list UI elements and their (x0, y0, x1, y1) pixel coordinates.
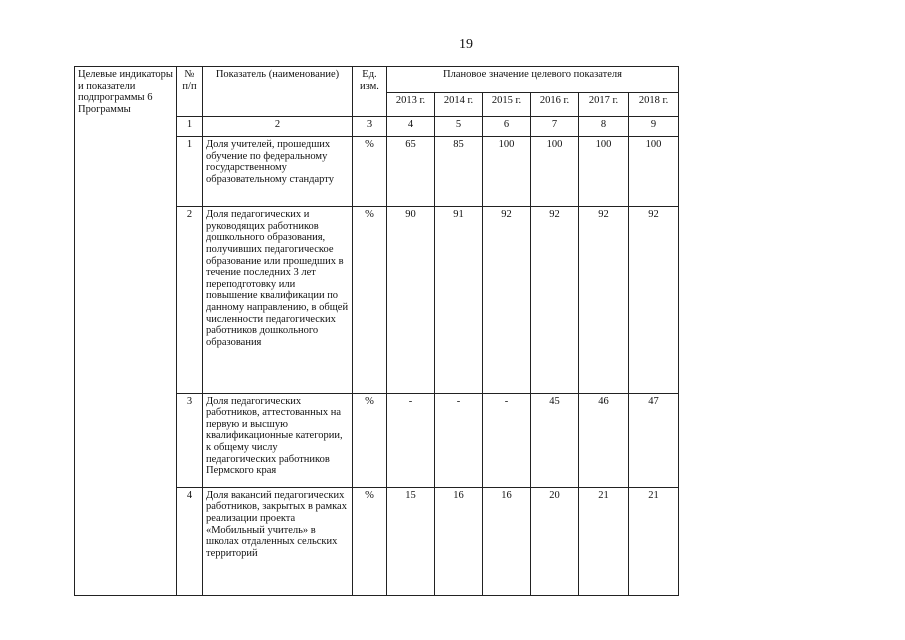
row-number: 1 (177, 137, 203, 207)
header-year: 2017 г. (579, 93, 629, 117)
value-cell: 21 (629, 487, 679, 595)
column-number: 8 (579, 117, 629, 137)
value-cell: 91 (435, 207, 483, 393)
header-year: 2018 г. (629, 93, 679, 117)
value-cell: 20 (531, 487, 579, 595)
column-number: 1 (177, 117, 203, 137)
unit-cell: % (353, 207, 387, 393)
value-cell: 47 (629, 393, 679, 487)
column-number: 7 (531, 117, 579, 137)
value-cell: 46 (579, 393, 629, 487)
value-cell: 92 (483, 207, 531, 393)
value-cell: 100 (531, 137, 579, 207)
header-no: № п/п (177, 67, 203, 117)
value-cell: - (483, 393, 531, 487)
column-number: 9 (629, 117, 679, 137)
value-cell: 21 (579, 487, 629, 595)
value-cell: 100 (483, 137, 531, 207)
unit-cell: % (353, 487, 387, 595)
value-cell: 85 (435, 137, 483, 207)
value-cell: 100 (629, 137, 679, 207)
header-unit: Ед. изм. (353, 67, 387, 117)
value-cell: 90 (387, 207, 435, 393)
value-cell: 92 (579, 207, 629, 393)
header-year: 2013 г. (387, 93, 435, 117)
header-year: 2015 г. (483, 93, 531, 117)
value-cell: 92 (531, 207, 579, 393)
page-number: 19 (459, 37, 473, 52)
column-number: 3 (353, 117, 387, 137)
indicator-name: Доля вакансий педагогических работников, закрытых в рамках реализации проекта «Мобильный учитель» в школах отдаленных сельских территорий (203, 487, 353, 595)
header-row-1 (75, 67, 679, 93)
header-indicator: Показатель (наименование) (203, 67, 353, 117)
value-cell: 92 (629, 207, 679, 393)
value-cell: 16 (483, 487, 531, 595)
header-plan: Плановое значение целевого показателя (387, 67, 679, 93)
indicators-table (74, 66, 679, 596)
row-number: 4 (177, 487, 203, 595)
unit-cell: % (353, 393, 387, 487)
value-cell: 16 (435, 487, 483, 595)
value-cell: 15 (387, 487, 435, 595)
header-year: 2014 г. (435, 93, 483, 117)
column-number: 5 (435, 117, 483, 137)
value-cell: 45 (531, 393, 579, 487)
value-cell: - (387, 393, 435, 487)
indicator-name: Доля педагогических и руководящих работников дошкольного образования, получивших педагогическое образование или прошедших в течение последних 3 лет переподготовку или повышение квалификации по данному направлению, в общей численности педагогических работников дошкольного образования (203, 207, 353, 393)
unit-cell: % (353, 137, 387, 207)
column-number: 4 (387, 117, 435, 137)
value-cell: 100 (579, 137, 629, 207)
row-number: 3 (177, 393, 203, 487)
header-year: 2016 г. (531, 93, 579, 117)
row-number: 2 (177, 207, 203, 393)
column-number: 2 (203, 117, 353, 137)
column-number: 6 (483, 117, 531, 137)
value-cell: 65 (387, 137, 435, 207)
indicator-name: Доля учителей, прошедших обучение по федеральному государственному образовательному стандарту (203, 137, 353, 207)
indicator-name: Доля педагогических работников, аттестованных на первую и высшую квалификационные категории, к общему числу педагогических работников Пермского края (203, 393, 353, 487)
value-cell: - (435, 393, 483, 487)
section-title: Целевые индикаторы и показатели подпрограммы 6 Программы (75, 67, 177, 596)
